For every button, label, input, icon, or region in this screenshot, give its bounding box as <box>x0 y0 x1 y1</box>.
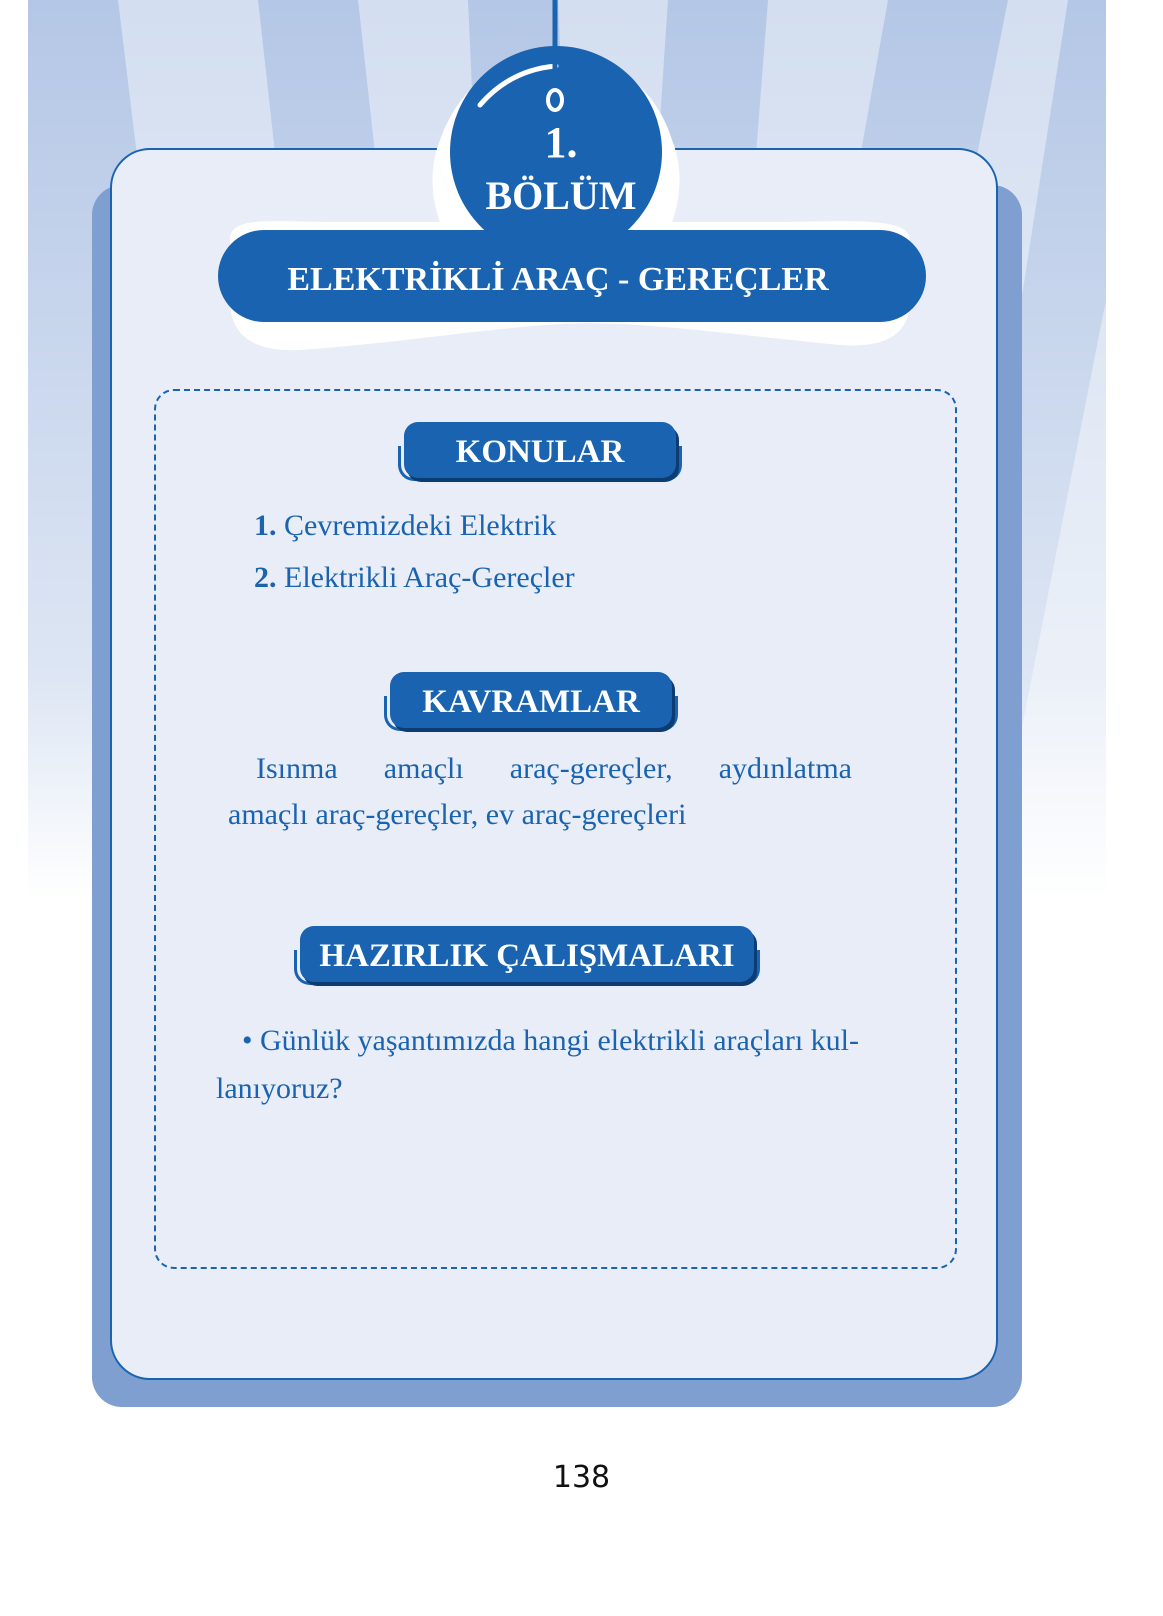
hazirlik-heading <box>294 926 760 990</box>
hazirlik-bullet-item <box>242 1018 942 1064</box>
item-number: 1. <box>254 509 277 542</box>
kavramlar-line-1: Isınma amaçlı araç-gereçler, aydınlatma <box>256 752 852 785</box>
hazirlik-line-2: lanıyoruz? <box>216 1072 343 1105</box>
konular-heading-label: KONULAR <box>404 422 676 478</box>
konular-item-2 <box>254 560 575 596</box>
konular-item-1 <box>254 508 556 544</box>
page-number: 138 <box>552 1460 611 1495</box>
hazirlik-line-1: Günlük yaşantımızda hangi elektrikli araçları kul- <box>260 1024 859 1057</box>
kavramlar-heading-label: KAVRAMLAR <box>390 672 672 728</box>
bullet: • <box>242 1024 253 1057</box>
chapter-number: 1. <box>544 118 578 167</box>
item-text: Elektrikli Araç-Gereçler <box>284 561 575 594</box>
konular-heading <box>398 422 682 486</box>
hazirlik-heading-label: HAZIRLIK ÇALIŞMALARI <box>300 926 754 982</box>
item-number: 2. <box>254 561 277 594</box>
kavramlar-line-2: amaçlı araç-gereçler, ev araç-gereçleri <box>228 798 687 831</box>
chapter-title: ELEKTRİKLİ ARAÇ - GEREÇLER <box>287 261 829 298</box>
chapter-word: BÖLÜM <box>485 173 637 218</box>
item-text: Çevremizdeki Elektrik <box>284 509 557 542</box>
kavramlar-heading <box>384 672 678 736</box>
